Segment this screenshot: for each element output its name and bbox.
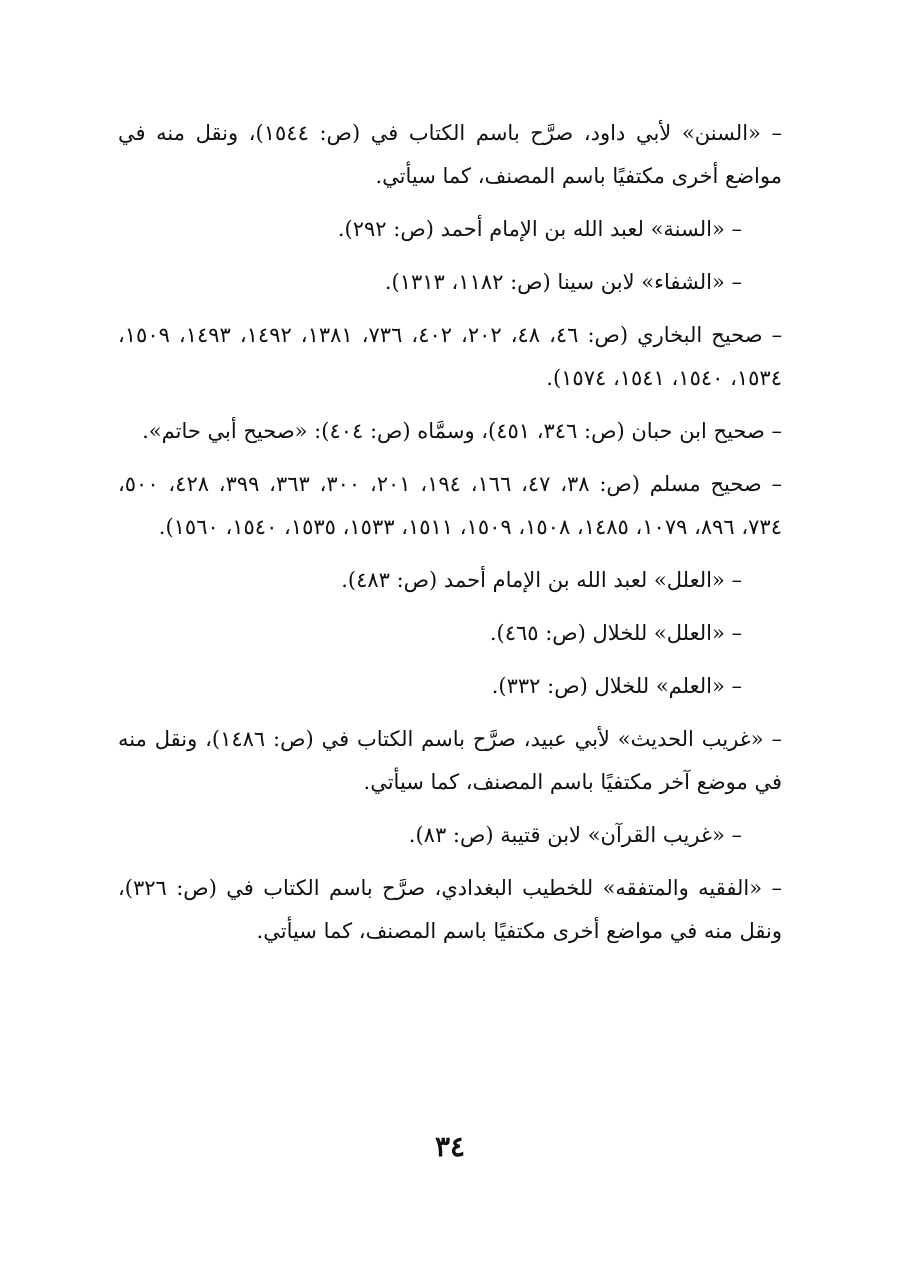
entry-sahih-bukhari: – صحيح البخاري (ص: ٤٦، ٤٨، ٢٠٢، ٤٠٢، ٧٣٦، ١٣٨١، ١٤٩٢، ١٤٩٣، ١٥٠٩، ١٥٣٤، ١٥٤٠، ١٥٤١، ١٥٧٤). — [118, 323, 783, 390]
entry-sunan-abi-dawud: – «السنن» لأبي داود، صرَّح باسم الكتاب في (ص: ١٥٤٤)، ونقل منه في مواضع أخرى مكتفيًا باسم المصنف، كما سيأتي. — [118, 121, 782, 188]
entry-gharib-quran: – «غريب القرآن» لابن قتيبة (ص: ٨٣). — [408, 823, 742, 847]
entry-sahih-ibn-hibban: – صحيح ابن حبان (ص: ٣٤٦، ٤٥١)، وسمَّاه (ص: ٤٠٤): «صحيح أبي حاتم». — [142, 419, 782, 443]
page-body — [118, 112, 782, 963]
entry-ilal-abdullah: – «العلل» لعبد الله بن الإمام أحمد (ص: ٤٨٣). — [341, 568, 742, 592]
entry-ilm-khallal: – «العلم» للخلال (ص: ٣٣٢). — [491, 674, 742, 698]
entry-faqih-mutafaqqih: – «الفقيه والمتفقه» للخطيب البغدادي، صرَّح باسم الكتاب في (ص: ٣٢٦)، ونقل منه في مواضع أخرى مكتفيًا باسم المصنف، كما سيأتي. — [118, 876, 782, 943]
entry-shifa: – «الشفاء» لابن سينا (ص: ١١٨٢، ١٣١٣). — [384, 270, 742, 294]
entry-ilal-khallal: – «العلل» للخلال (ص: ٤٦٥). — [489, 621, 742, 645]
entry-gharib-hadith: – «غريب الحديث» لأبي عبيد، صرَّح باسم الكتاب في (ص: ١٤٨٦)، ونقل منه في موضع آخر مكتفيًا باسم المصنف، كما سيأتي. — [118, 727, 782, 794]
entry-sunna: – «السنة» لعبد الله بن الإمام أحمد (ص: ٢٩٢). — [337, 217, 742, 241]
page-number: ٣٤ — [434, 1130, 466, 1163]
entry-sahih-muslim: – صحيح مسلم (ص: ٣٨، ٤٧، ١٦٦، ١٩٤، ٢٠١، ٣٠٠، ٣٦٣، ٣٩٩، ٤٢٨، ٥٠٠، ٧٣٤، ٨٩٦، ١٠٧٩، ١٤٨٥، ١٥٠٨، ١٥٠٩، ١٥١١، ١٥٣٣، ١٥٣٥، ١٥٤٠، ١٥٦٠). — [118, 472, 782, 539]
